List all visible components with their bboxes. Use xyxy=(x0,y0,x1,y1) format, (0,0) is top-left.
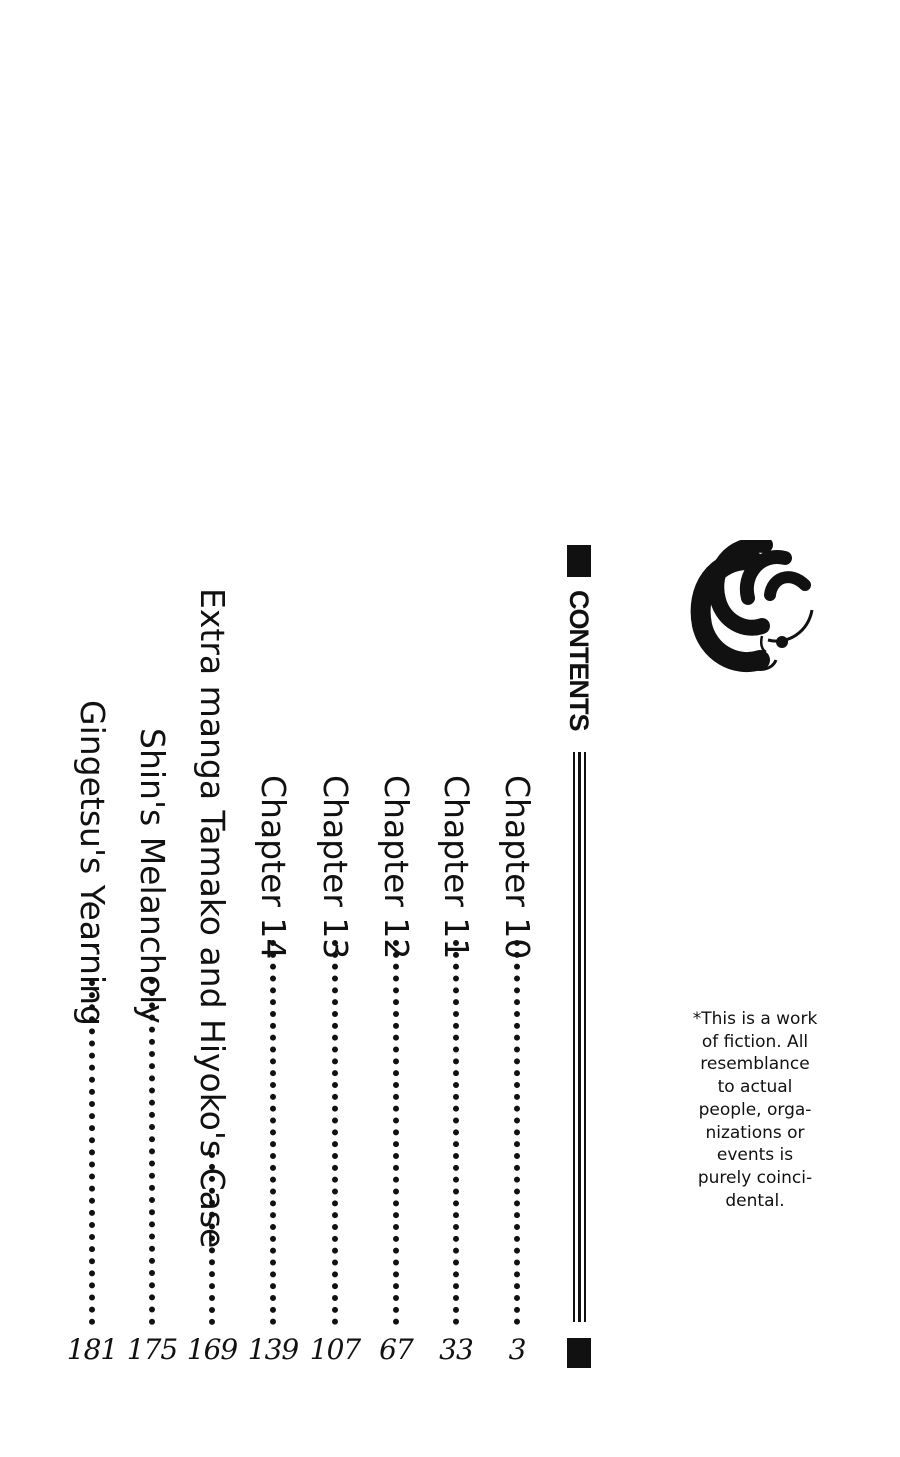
disclaimer-line: resemblance xyxy=(700,1054,810,1075)
leader-dots xyxy=(149,978,155,1325)
entry-title: Gingetsu's Yearning xyxy=(73,700,112,1026)
entry-title: Chapter 12 xyxy=(377,775,416,960)
fiction-disclaimer xyxy=(680,1008,830,1212)
entry-page: 3 xyxy=(508,1333,526,1366)
entry-title: Shin's Melancholy xyxy=(133,728,172,1024)
leader-dots xyxy=(270,940,276,1325)
entry-page: 175 xyxy=(126,1333,178,1366)
entry-page: 181 xyxy=(66,1333,118,1366)
contents-heading: CONTENTS xyxy=(564,590,594,731)
heading-rule xyxy=(578,752,581,1322)
disclaimer-line: events is xyxy=(716,1145,794,1166)
disclaimer-line: purely coinci- xyxy=(697,1167,813,1188)
disclaimer-line: dental. xyxy=(725,1190,785,1211)
disclaimer-line: *This is a work xyxy=(692,1009,818,1029)
end-marker xyxy=(567,1338,591,1368)
heading-rule xyxy=(584,752,586,1322)
entry-title: Chapter 10 xyxy=(498,775,537,960)
entry-title: Chapter 14 xyxy=(254,775,293,960)
leader-dots xyxy=(209,1152,215,1325)
leader-dots xyxy=(89,980,95,1325)
heading-marker xyxy=(567,545,591,577)
disclaimer-line: to actual xyxy=(717,1077,793,1098)
heading-rule xyxy=(573,752,575,1322)
entry-title: Chapter 11 xyxy=(437,775,476,960)
entry-page: 67 xyxy=(379,1333,413,1366)
entry-page: 139 xyxy=(247,1333,299,1366)
leader-dots xyxy=(453,940,459,1325)
entry-title: Chapter 13 xyxy=(316,775,355,960)
entry-title: Extra manga Tamako and Hiyoko's Case xyxy=(193,588,232,1249)
disclaimer-line: people, orga- xyxy=(698,1099,812,1120)
entry-page: 107 xyxy=(309,1333,361,1366)
swirl-face-logo-icon xyxy=(690,540,820,675)
leader-dots xyxy=(514,940,520,1325)
entry-page: 33 xyxy=(439,1333,473,1366)
disclaimer-line: nizations or xyxy=(705,1122,805,1143)
disclaimer-line: of fiction. All xyxy=(701,1031,809,1052)
leader-dots xyxy=(332,940,338,1325)
entry-page: 169 xyxy=(186,1333,238,1366)
leader-dots xyxy=(393,940,399,1325)
